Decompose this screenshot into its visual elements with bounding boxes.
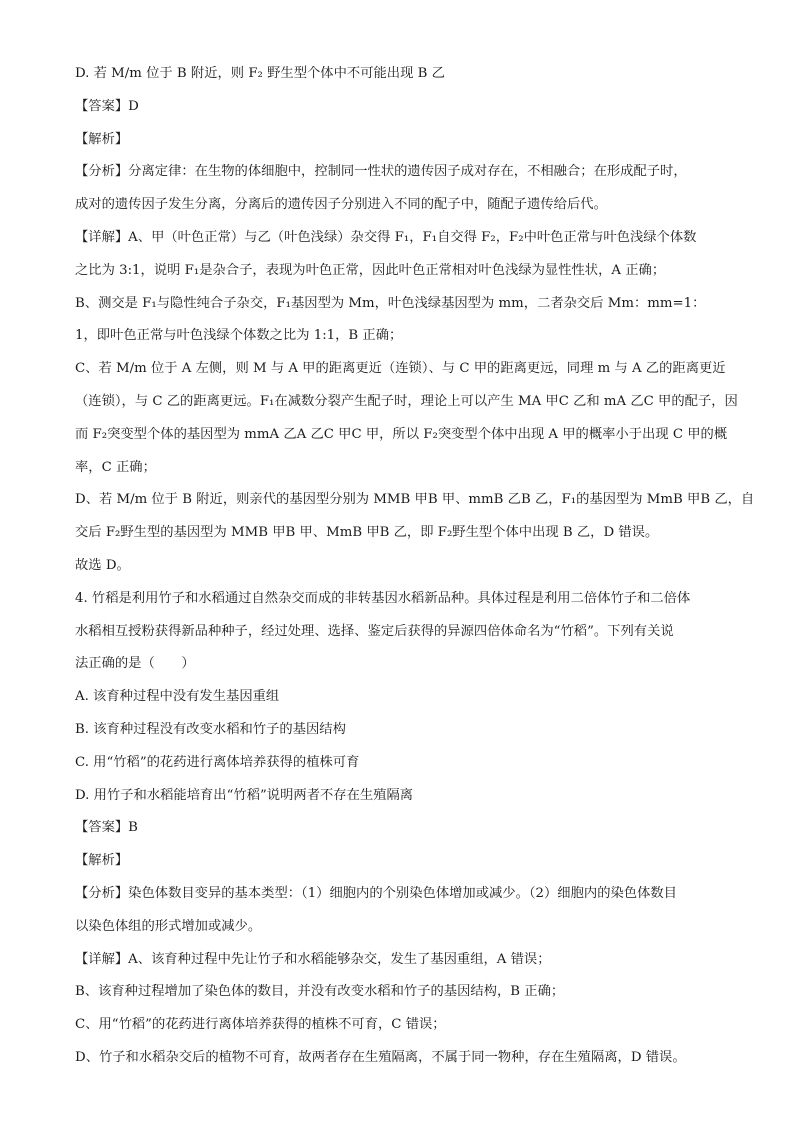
text-line: D、若 M/m 位于 B 附近，则亲代的基因型分别为 MMB 甲B 甲、mmB 乙B 乙，F₁的基因型为 MmB 甲B 乙，自 xyxy=(75,492,755,508)
option-b: B. 该育种过程没有改变水稻和竹子的基因结构 xyxy=(75,721,346,737)
text-line: 率，C 正确； xyxy=(75,459,156,475)
option-a: A. 该育种过程中没有发生基因重组 xyxy=(75,689,280,705)
question-4-stem: 法正确的是（ ） xyxy=(75,656,195,672)
analysis-label: 【解析】 xyxy=(75,131,129,147)
answer-label: 【答案】D xyxy=(75,98,139,114)
text-line: 【详解】A、该育种过程中先让竹子和水稻能够杂交，发生了基因重组，A 错误； xyxy=(75,951,551,967)
text-line: C、若 M/m 位于 A 左侧，则 M 与 A 甲的距离更近（连锁）、与 C 甲的距离更远，同理 m 与 A 乙的距离更近 xyxy=(75,361,726,377)
text-line: 交后 F₂野生型的基因型为 MMB 甲B 甲、MmB 甲B 乙，即 F₂野生型个体中出现 B 乙，D 错误。 xyxy=(75,525,659,541)
question-4-stem: 4. 竹稻是利用竹子和水稻通过自然杂交而成的非转基因水稻新品种。具体过程是利用二倍体竹子和二倍体 xyxy=(75,590,691,606)
text-line: （连锁），与 C 乙的距离更远。F₁在减数分裂产生配子时，理论上可以产生 MA 甲C 乙和 mA 乙C 甲的配子，因 xyxy=(75,393,738,409)
analysis-label: 【解析】 xyxy=(75,853,129,869)
text-line: 以染色体组的形式增加或减少。 xyxy=(75,918,262,934)
text-line: 故选 D。 xyxy=(75,557,130,573)
text-line: 成对的遗传因子发生分离，分离后的遗传因子分别进入不同的配子中，随配子遗传给后代。 xyxy=(75,197,607,213)
text-line: D、竹子和水稻杂交后的植物不可育，故两者存在生殖隔离，不属于同一物种，存在生殖隔离，D 错误。 xyxy=(75,1049,686,1065)
option-c: C. 用“竹稻”的花药进行离体培养获得的植株可育 xyxy=(75,754,360,770)
text-line: 而 F₂突变型个体的基因型为 mmA 乙A 乙C 甲C 甲，所以 F₂突变型个体中出现 A 甲的概率小于出现 C 甲的概 xyxy=(75,426,728,442)
option-d-prev: D. 若 M/m 位于 B 附近，则 F₂ 野生型个体中不可能出现 B 乙 xyxy=(75,66,445,81)
text-line: B、测交是 F₁与隐性纯合子杂交，F₁基因型为 Mm，叶色浅绿基因型为 mm，二者杂交后 Mm：mm=1： xyxy=(75,295,706,311)
answer-label: 【答案】B xyxy=(75,820,138,836)
text-line: B、该育种过程增加了染色体的数目，并没有改变水稻和竹子的基因结构，B 正确； xyxy=(75,984,565,1000)
option-d: D. 用竹子和水稻能培育出“竹稻”说明两者不存在生殖隔离 xyxy=(75,787,414,803)
text-line: 【分析】分离定律：在生物的体细胞中，控制同一性状的遗传因子成对存在，不相融合；在形成配子时， xyxy=(75,164,687,180)
text-line: 之比为 3:1，说明 F₁是杂合子，表现为叶色正常，因此叶色正常相对叶色浅绿为显性性状，A 正确； xyxy=(75,262,666,278)
document-page xyxy=(75,63,755,1080)
text-line: 1，即叶色正常与叶色浅绿个体数之比为 1:1，B 正确； xyxy=(75,328,403,344)
text-line: 【详解】A、甲（叶色正常）与乙（叶色浅绿）杂交得 F₁，F₁自交得 F₂，F₂中叶色正常与叶色浅绿个体数 xyxy=(75,229,697,245)
text-line: 【分析】染色体数目变异的基本类型：（1）细胞内的个别染色体增加或减少。（2）细胞内的染色体数目 xyxy=(75,885,677,901)
text-line: C、用“竹稻”的花药进行离体培养获得的植株不可育，C 错误； xyxy=(75,1017,446,1033)
question-4-stem: 水稻相互授粉获得新品种种子，经过处理、选择、鉴定后获得的异源四倍体命名为“竹稻”。下列有关说 xyxy=(75,623,674,639)
